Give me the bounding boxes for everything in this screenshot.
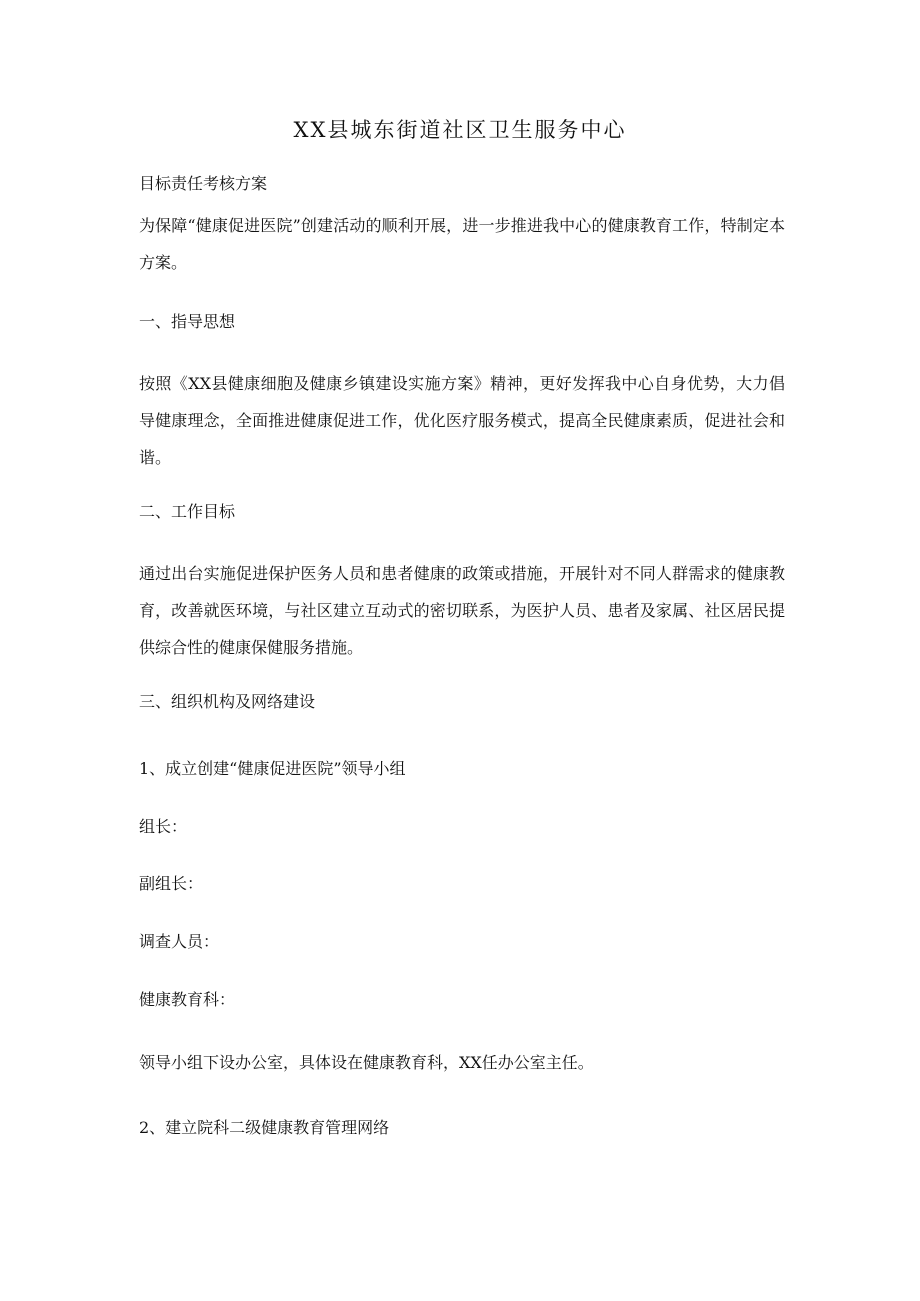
office-note: 领导小组下设办公室，具体设在健康教育科，XX任办公室主任。 bbox=[139, 1053, 594, 1072]
leader-label: 组长： bbox=[139, 817, 188, 836]
health-education-dept-label: 健康教育科： bbox=[139, 990, 236, 1009]
section-2-paragraph: 通过出台实施促进保护医务人员和患者健康的政策或措施，开展针对不同人群需求的健康教育，改善就医环境，与社区建立互动式的密切联系，为医护人员、患者及家属、社区居民提供综合性的健康保健服务措施。 bbox=[139, 564, 785, 657]
section-1-heading: 一、指导思想 bbox=[139, 312, 236, 331]
deputy-leader-label: 副组长： bbox=[139, 874, 204, 893]
section-1-paragraph: 按照《XX县健康细胞及健康乡镇建设实施方案》精神，更好发挥我中心自身优势，大力倡导健康理念，全面推进健康促进工作，优化医疗服务模式，提高全民健康素质，促进社会和谐。 bbox=[139, 374, 785, 467]
document-subtitle: 目标责任考核方案 bbox=[139, 174, 268, 193]
item-2-heading: 2、建立院科二级健康教育管理网络 bbox=[139, 1118, 390, 1137]
intro-paragraph: 为保障“健康促进医院”创建活动的顺利开展，进一步推进我中心的健康教育工作，特制定本方案。 bbox=[139, 216, 785, 272]
document-title: XX县城东街道社区卫生服务中心 bbox=[293, 118, 627, 142]
section-3-heading: 三、组织机构及网络建设 bbox=[139, 692, 316, 711]
section-2-heading: 二、工作目标 bbox=[139, 502, 236, 521]
investigator-label: 调查人员： bbox=[139, 932, 220, 951]
item-1-heading: 1、成立创建“健康促进医院”领导小组 bbox=[139, 759, 406, 778]
